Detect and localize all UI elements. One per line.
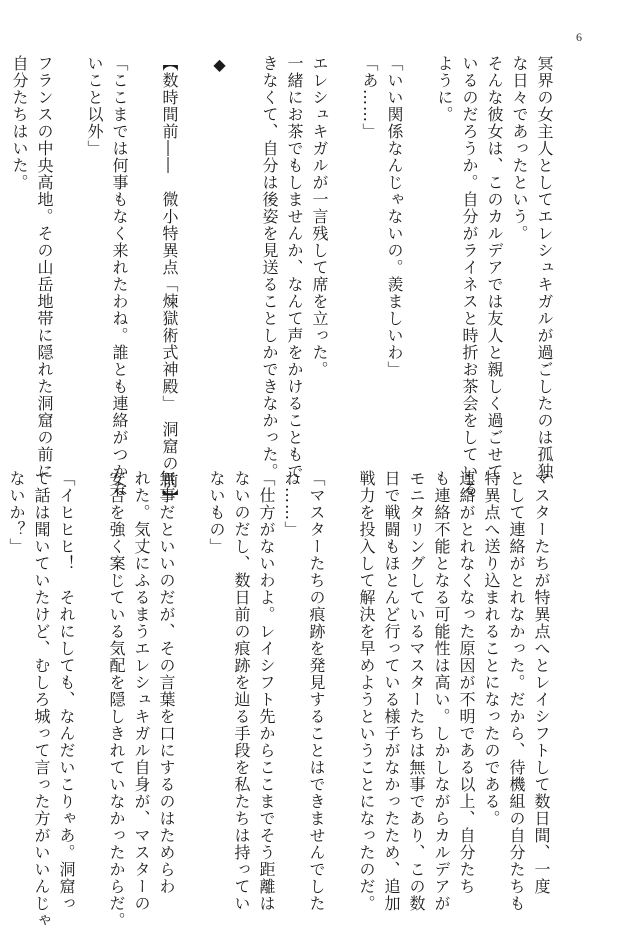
- upper-text-line: 「あ……」: [360, 55, 379, 140]
- upper-text-line: な日々であったという。: [510, 55, 529, 242]
- upper-text-line: 一緒にお茶でもしませんか、なんて声をかけることもで: [285, 55, 304, 480]
- lower-text-line: 「イヒヒヒ！ それにしても、なんだいこりゃあ。洞窟っ: [57, 470, 76, 912]
- lower-text-line: 安否を強く案じている気配を隠しきれていなかったからだ。: [107, 470, 126, 929]
- lower-text-line: マスターたちが特異点へとレイシフトして数日間、一度: [532, 470, 551, 895]
- lower-text-line: ね……」: [282, 470, 301, 538]
- lower-text-line: 「仕方がないわよ。レイシフト先からここまでそう距離は: [257, 470, 276, 912]
- upper-text-line: [57, 55, 82, 435]
- upper-text-block: [10, 55, 557, 506]
- upper-text-line: フランスの中央高地。その山岳地帯に隠れた洞窟の前に: [35, 55, 54, 480]
- lower-text-line: として連絡がとれなかった。だから、待機組の自分たちも: [507, 470, 526, 912]
- lower-text-line: 特異点へ送り込まれることになったのである。: [482, 470, 501, 827]
- lower-text-line: も連絡不能となる可能性は高い。しかしながらカルデアが: [432, 470, 451, 912]
- upper-text-line: 冥界の女主人としてエレシュキガルが過ごしたのは孤独: [535, 55, 554, 480]
- upper-text-line: そんな彼女は、このカルデアでは友人と親しく過ごせて: [485, 55, 504, 480]
- upper-text-line: きなくて、自分は後姿を見送ることしかできなかった。: [260, 55, 279, 480]
- lower-text-line: れた。気丈にふるまうエレシュキガル自身が、マスターの: [132, 470, 151, 912]
- upper-text-line: [407, 55, 432, 435]
- lower-text-line: [329, 470, 354, 850]
- lower-text-line: ないもの」: [207, 470, 226, 555]
- lower-text-line: 戦力を投入して解決を早めようということになったのだ。: [357, 470, 376, 912]
- upper-text-line: 「いい関係なんじゃないの。羨ましいわ」: [385, 55, 404, 378]
- lower-text-line: ないか？」: [7, 470, 26, 555]
- lower-text-line: 日で戦闘もほとんど行っている様子がなかったため、追加: [382, 470, 401, 912]
- lower-text-line: ないのだし、数日前の痕跡を辿る手段を私たちは持ってい: [232, 470, 251, 912]
- lower-text-line: モニタリングしているマスターたちは無事であり、この数: [407, 470, 426, 912]
- upper-text-line: いるのだろうか。自分がライネスと時折お茶会をしている: [460, 55, 479, 497]
- upper-text-line: 自分たちはいた。: [10, 55, 29, 191]
- upper-text-line: ように。: [435, 55, 454, 123]
- upper-text-line: [232, 55, 257, 435]
- upper-text-line: 「ここまでは何事もなく来れたわね。誰とも連絡がつかな: [110, 55, 129, 497]
- lower-text-line: 連絡がとれなくなった原因が不明である以上、自分たち: [457, 470, 476, 895]
- upper-text-line: エレシュキガルが一言残して席を立った。: [310, 55, 329, 378]
- upper-text-line: いこと以外」: [85, 55, 104, 157]
- page-number: 6: [576, 30, 582, 44]
- upper-text-line: 【数時間前―― 微小特異点「煉獄術式神殿」 洞窟の前】: [160, 55, 179, 506]
- lower-text-line: 無事だといいのだが、その言葉を口にするのはためらわ: [157, 470, 176, 895]
- upper-text-line: ◆: [210, 55, 229, 75]
- upper-text-line: [132, 55, 157, 435]
- lower-text-line: [179, 470, 204, 850]
- upper-text-line: [182, 55, 207, 435]
- lower-text-line: [79, 470, 104, 850]
- lower-text-block: [7, 470, 554, 929]
- lower-text-line: て話は聞いていたけど、むしろ城って言った方がいいんじゃ: [32, 470, 51, 929]
- lower-text-line: 「マスターたちの痕跡を発見することはできませんでした: [307, 470, 326, 912]
- upper-text-line: [332, 55, 357, 435]
